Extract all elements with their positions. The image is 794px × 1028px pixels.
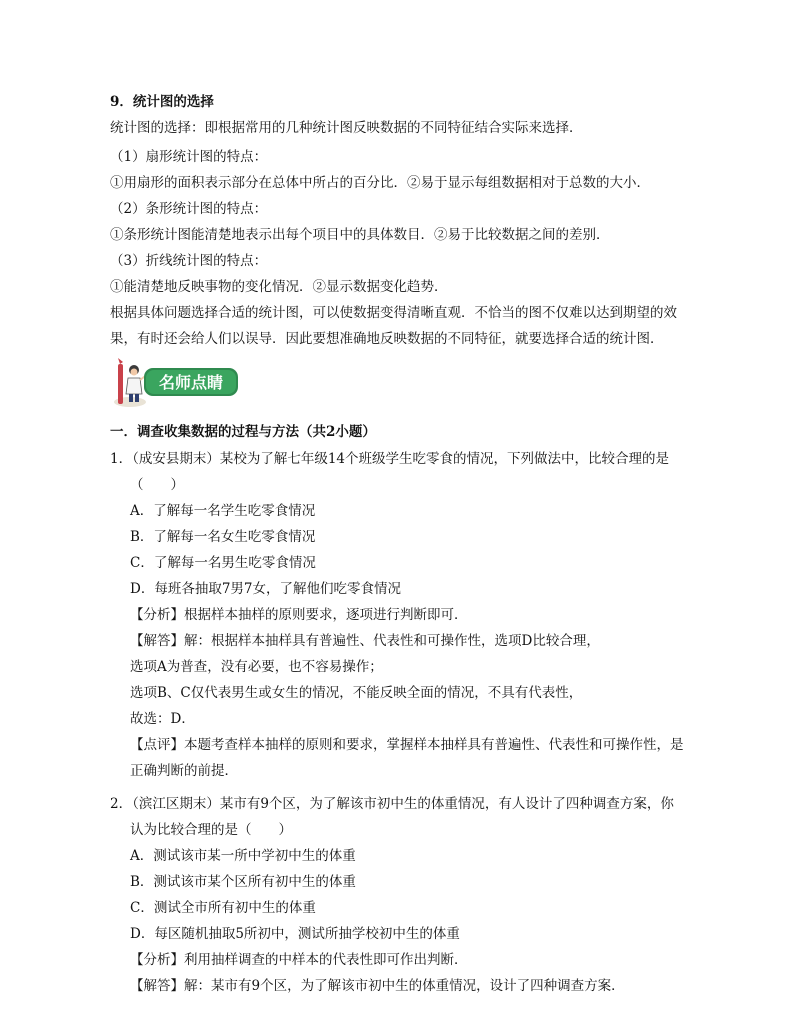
q1-answer-paren: （ ）	[130, 477, 184, 493]
q1-option-b: B．了解每一名女生吃零食情况	[130, 529, 316, 545]
q2-option-c: C．测试全市所有初中生的体重	[130, 900, 316, 916]
q1-stem: 1．（成安县期末）某校为了解七年级14个班级学生吃零食的情况，下列做法中，比较合理的是	[110, 451, 670, 467]
q2-stem-line-1: 2．（滨江区期末）某市有9个区，为了解该市初中生的体重情况，有人设计了四种调查方案，你	[110, 796, 674, 812]
q1-option-d: D．每班各抽取7男7女，了解他们吃零食情况	[130, 581, 402, 597]
q2-option-a: A．测试该市某一所中学初中生的体重	[130, 848, 356, 864]
pie-chart-title: （1）扇形统计图的特点：	[110, 149, 268, 165]
q1-comment-line-2: 正确判断的前提．	[130, 763, 238, 779]
banner-label: 名师点睛	[158, 373, 224, 392]
summary-line-2: 果，有时还会给人们以误导．因此要想准确地反映数据的不同特征，就要选择合适的统计图．	[110, 331, 664, 347]
q1-option-a: A．了解每一名学生吃零食情况	[130, 503, 316, 519]
part-heading: 一．调查收集数据的过程与方法（共2小题）	[110, 424, 376, 440]
line-chart-body: ①能清楚地反映事物的变化情况．②显示数据变化趋势．	[110, 279, 448, 295]
q1-answer-line-1: 【解答】解：根据样本抽样具有普遍性、代表性和可操作性，选项D比较合理，	[130, 633, 600, 649]
q2-option-b: B．测试该市某个区所有初中生的体重	[130, 874, 356, 890]
q2-answer-line-1: 【解答】解：某市有9个区，为了解该市初中生的体重情况，设计了四种调查方案．	[130, 978, 625, 994]
q2-option-d: D．每区随机抽取5所初中，测试所抽学校初中生的体重	[130, 926, 460, 942]
section-intro: 统计图的选择：即根据常用的几种统计图反映数据的不同特征结合实际来选择．	[110, 120, 583, 136]
summary-line-1: 根据具体问题选择合适的统计图，可以使数据变得清晰直观．不恰当的图不仅难以达到期望的效	[110, 305, 677, 321]
bar-chart-title: （2）条形统计图的特点：	[110, 201, 268, 217]
q1-analysis: 【分析】根据样本抽样的原则要求，逐项进行判断即可．	[130, 607, 468, 623]
bar-chart-body: ①条形统计图能清楚地表示出每个项目中的具体数目．②易于比较数据之间的差别．	[110, 227, 610, 243]
teacher-tips-banner	[112, 356, 240, 410]
q1-answer-line-2: 选项A为普查，没有必要，也不容易操作；	[130, 659, 383, 675]
q1-answer-line-4: 故选：D．	[130, 711, 195, 727]
pie-chart-body: ①用扇形的面积表示部分在总体中所占的百分比．②易于显示每组数据相对于总数的大小．	[110, 175, 650, 191]
q1-option-c: C．了解每一名男生吃零食情况	[130, 555, 316, 571]
q2-stem-line-2: 认为比较合理的是（ ）	[130, 822, 292, 838]
section-heading: 9．统计图的选择	[110, 94, 214, 110]
q2-analysis: 【分析】利用抽样调查的中样本的代表性即可作出判断．	[130, 952, 468, 968]
q1-comment-line-1: 【点评】本题考查样本抽样的原则和要求，掌握样本抽样具有普遍性、代表性和可操作性，是	[130, 737, 684, 753]
line-chart-title: （3）折线统计图的特点：	[110, 253, 268, 269]
q1-answer-line-3: 选项B、C仅代表男生或女生的情况，不能反映全面的情况，不具有代表性，	[130, 685, 583, 701]
